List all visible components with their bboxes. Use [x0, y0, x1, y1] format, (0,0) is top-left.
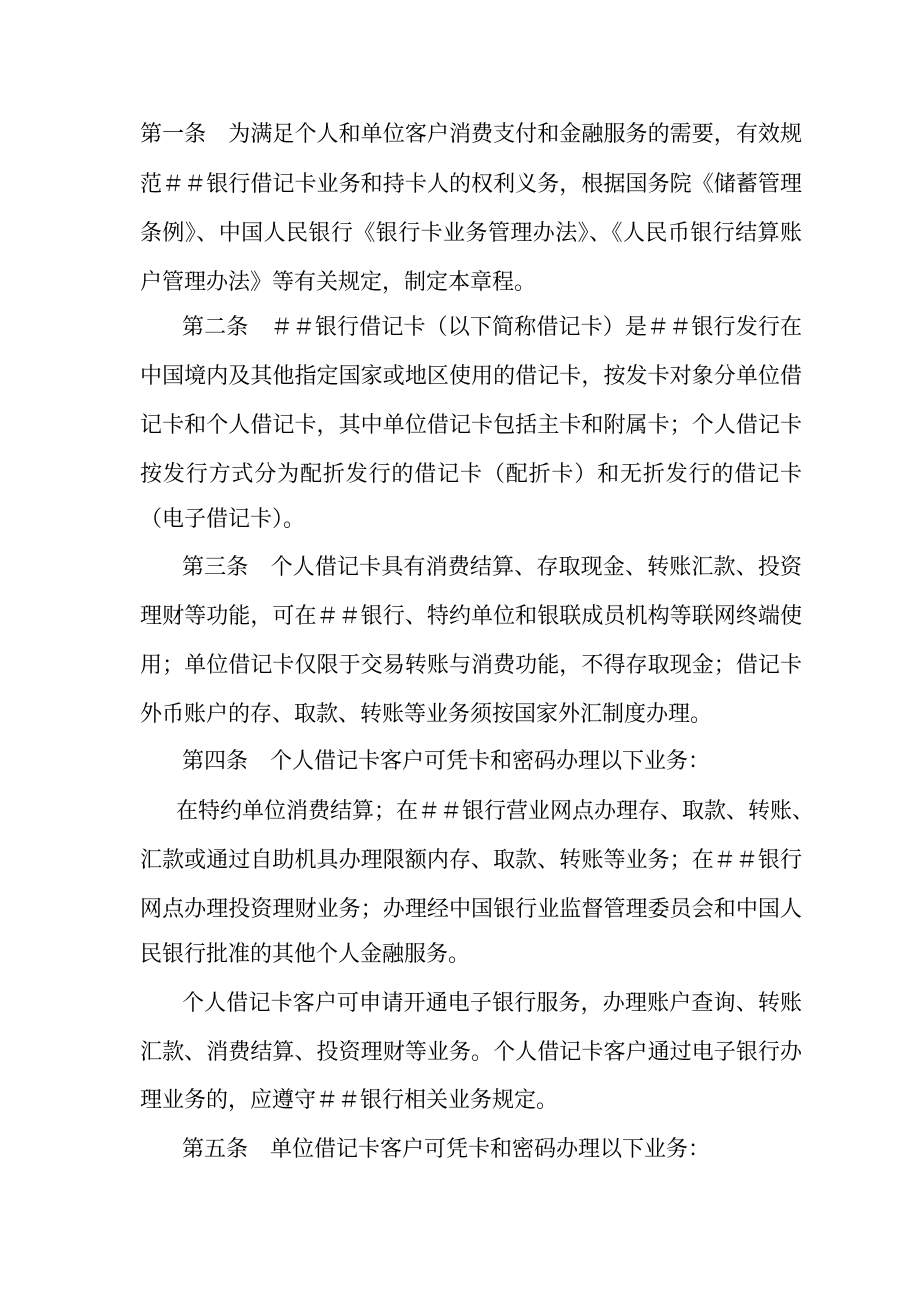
text-line: 民银行批准的其他个人金融服务。 — [140, 942, 471, 967]
text-line: 记卡和个人借记卡，其中单位借记卡包括主卡和附属卡；个人借记卡 — [140, 413, 802, 438]
text-line: 第一条 为满足个人和单位客户消费支付和金融服务的需要，有效规 — [140, 122, 802, 147]
text-line: （电子借记卡）。 — [140, 507, 306, 532]
text-line: 范＃＃银行借记卡业务和持卡人的权利义务，根据国务院《储蓄管理 — [140, 172, 802, 197]
text-line: 汇款或通过自助机具办理限额内存、取款、转账等业务；在＃＃银行 — [140, 848, 802, 873]
text-line: 外币账户的存、取款、转账等业务须按国家外汇制度办理。 — [140, 702, 713, 727]
text-line: 中国境内及其他指定国家或地区使用的借记卡，按发卡对象分单位借 — [140, 364, 802, 389]
text-line: 第四条 个人借记卡客户可凭卡和密码办理以下业务： — [182, 749, 711, 774]
text-line: 在特约单位消费结算；在＃＃银行营业网点办理存、取款、转账、 — [176, 799, 815, 824]
text-line: 第五条 单位借记卡客户可凭卡和密码办理以下业务： — [182, 1137, 711, 1162]
text-line: 理财等功能，可在＃＃银行、特约单位和银联成员机构等联网终端使 — [140, 604, 802, 629]
text-line: 条例》、中国人民银行《银行卡业务管理办法》、《人民币银行结算账 — [140, 221, 802, 246]
text-line: 网点办理投资理财业务；办理经中国银行业监督管理委员会和中国人 — [140, 897, 802, 922]
text-line: 第二条 ＃＃银行借记卡（以下简称借记卡）是＃＃银行发行在 — [182, 315, 802, 340]
text-line: 用；单位借记卡仅限于交易转账与消费功能，不得存取现金；借记卡 — [140, 653, 802, 678]
text-line: 按发行方式分为配折发行的借记卡（配折卡）和无折发行的借记卡 — [140, 462, 802, 487]
text-line: 户管理办法》等有关规定，制定本章程。 — [140, 270, 537, 295]
text-line: 个人借记卡客户可申请开通电子银行服务，办理账户查询、转账 — [182, 991, 802, 1016]
text-line: 第三条 个人借记卡具有消费结算、存取现金、转账汇款、投资 — [182, 555, 802, 580]
text-line: 汇款、消费结算、投资理财等业务。个人借记卡客户通过电子银行办 — [140, 1040, 802, 1065]
text-line: 理业务的，应遵守＃＃银行相关业务规定。 — [140, 1088, 559, 1113]
